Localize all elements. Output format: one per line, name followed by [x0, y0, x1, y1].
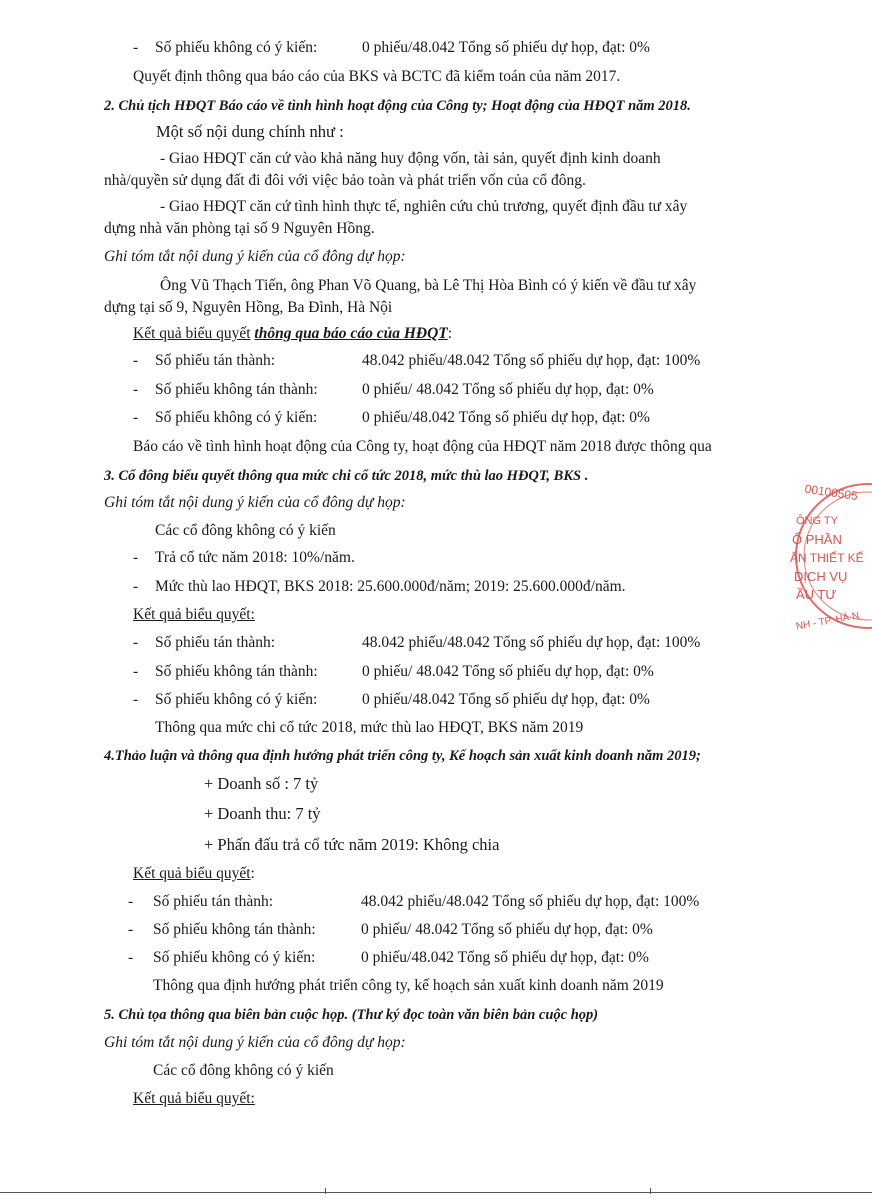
section-3-conclusion: Thông qua mức chi cổ tức 2018, mức thù lao HĐQT, BKS năm 2019	[155, 719, 584, 736]
seal-code: 00100505	[803, 481, 859, 504]
bottom-rule	[0, 1192, 872, 1193]
section-2-opinion-heading: Ghi tóm tắt nội dung ý kiến của cổ đông dự họp:	[104, 248, 406, 265]
bullet-dash: -	[133, 578, 139, 595]
vote-label: Số phiếu tán thành:	[153, 893, 274, 910]
bullet-dash: -	[133, 409, 139, 426]
bullet-dash: -	[133, 352, 139, 369]
company-seal	[788, 478, 872, 638]
plan-item: + Doanh số : 7 tỷ	[204, 774, 319, 793]
list-item-text: Trả cổ tức năm 2018: 10%/năm.	[155, 549, 355, 566]
vote-value: 0 phiếu/ 48.042 Tổng số phiếu dự họp, đạt: 0%	[361, 921, 653, 938]
bullet-dash: -	[128, 921, 134, 938]
bullet-dash: -	[133, 663, 139, 680]
vote-value: 0 phiếu/48.042 Tổng số phiếu dự họp, đạt: 0%	[362, 409, 650, 426]
bullet-dash: -	[128, 893, 134, 910]
vote-value: 48.042 phiếu/48.042 Tổng số phiếu dự họp, đạt: 100%	[362, 634, 701, 651]
section-3-opinion: Các cổ đông không có ý kiến	[155, 522, 336, 539]
section-5-result-heading: Kết quả biểu quyết:	[133, 1090, 255, 1107]
vote-label: Số phiếu không tán thành:	[155, 381, 318, 398]
vote-label: Số phiếu không tán thành:	[155, 663, 318, 680]
seal-line: DỊCH VỤ	[794, 569, 848, 584]
seal-line: ẤN THIẾT KẾ	[790, 551, 864, 565]
section-5-opinion: Các cổ đông không có ý kiến	[153, 1062, 334, 1079]
result-heading-label: Kết quả biểu quyết	[133, 325, 251, 342]
seal-line: ẦU TƯ	[796, 587, 837, 602]
section-3-result-heading: Kết quả biểu quyết:	[133, 606, 255, 623]
section-2-item2-line2: dựng nhà văn phòng tại số 9 Nguyên Hồng.	[104, 220, 375, 237]
section-2-opinion-line1: Ông Vũ Thạch Tiến, ông Phan Võ Quang, bà Lê Thị Hòa Bình có ý kiến về đầu tư xây	[160, 277, 697, 294]
section-5-heading: 5. Chủ tọa thông qua biên bản cuộc họp. (Thư ký đọc toàn văn biên bản cuộc họp)	[104, 1007, 599, 1023]
bullet-dash: -	[133, 381, 139, 398]
section-3-heading: 3. Cổ đông biểu quyết thông qua mức chi cổ tức 2018, mức thù lao HĐQT, BKS .	[104, 468, 589, 484]
bullet-dash: -	[133, 691, 139, 708]
vote-label: Số phiếu không tán thành:	[153, 921, 316, 938]
vote-value: 0 phiếu/48.042 Tổng số phiếu dự họp, đạt: 0%	[362, 39, 650, 56]
section-2-opinion-line2: dựng tại số 9, Nguyên Hồng, Ba Đình, Hà Nội	[104, 299, 393, 316]
rule-tick	[325, 1188, 326, 1194]
vote-label: Số phiếu không có ý kiến:	[155, 409, 318, 426]
bullet-dash: -	[128, 949, 134, 966]
vote-label: Số phiếu không có ý kiến:	[153, 949, 316, 966]
result-heading-label: Kết quả biểu quyết	[133, 865, 251, 882]
vote-label: Số phiếu không có ý kiến:	[155, 39, 318, 56]
seal-line: ÔNG TY	[796, 515, 838, 527]
section-2-result-heading	[133, 324, 452, 344]
seal-line: Ổ PHẦN	[792, 532, 842, 547]
vote-label: Số phiếu không có ý kiến:	[155, 691, 318, 708]
vote-label: Số phiếu tán thành:	[155, 352, 276, 369]
bullet-dash: -	[133, 549, 139, 566]
section-4-conclusion: Thông qua định hướng phát triển công ty, kế hoạch sản xuất kinh doanh năm 2019	[153, 977, 664, 994]
decision-text: Quyết định thông qua báo cáo của BKS và BCTC đã kiểm toán của năm 2017.	[133, 68, 621, 85]
vote-value: 0 phiếu/48.042 Tổng số phiếu dự họp, đạt: 0%	[361, 949, 649, 966]
section-2-conclusion: Báo cáo về tình hình hoạt động của Công ty, hoạt động của HĐQT năm 2018 được thông qua	[133, 438, 712, 455]
section-4-heading: 4.Thảo luận và thông qua định hướng phát triển công ty, Kế hoạch sản xuất kinh doanh năm 2019;	[104, 748, 701, 764]
bullet-dash: -	[133, 39, 139, 56]
section-2-intro: Một số nội dung chính như :	[156, 122, 344, 141]
result-heading-colon: :	[250, 865, 255, 882]
result-heading-suffix: thông qua báo cáo của HĐQT	[254, 325, 448, 342]
section-5-opinion-heading: Ghi tóm tắt nội dung ý kiến của cổ đông dự họp:	[104, 1034, 406, 1051]
vote-value: 0 phiếu/48.042 Tổng số phiếu dự họp, đạt: 0%	[362, 691, 650, 708]
section-4-result-heading	[133, 864, 255, 884]
section-2-item1-line2: nhà/quyền sử dụng đất đi đôi với việc bảo toàn và phát triển vốn của cổ đông.	[104, 172, 586, 189]
plan-item: + Phấn đấu trả cổ tức năm 2019: Không chia	[204, 835, 500, 854]
vote-value: 0 phiếu/ 48.042 Tổng số phiếu dự họp, đạt: 0%	[362, 381, 654, 398]
rule-tick	[650, 1188, 651, 1194]
company-seal-graphic	[788, 478, 872, 638]
result-heading-colon: :	[447, 325, 453, 342]
seal-bottom: NH - TP. HÀ N	[795, 610, 861, 633]
plan-item: + Doanh thu: 7 tỷ	[204, 804, 321, 823]
section-2-heading: 2. Chủ tịch HĐQT Báo cáo về tình hình hoạt động của Công ty; Hoạt động của HĐQT năm 2018.	[104, 98, 691, 114]
vote-value: 0 phiếu/ 48.042 Tổng số phiếu dự họp, đạt: 0%	[362, 663, 654, 680]
section-2-item2-line1: - Giao HĐQT căn cứ tình hình thực tế, nghiên cứu chủ trương, quyết định đầu tư xây	[160, 198, 688, 215]
bullet-dash: -	[133, 634, 139, 651]
vote-label: Số phiếu tán thành:	[155, 634, 276, 651]
vote-value: 48.042 phiếu/48.042 Tổng số phiếu dự họp, đạt: 100%	[362, 352, 701, 369]
vote-value: 48.042 phiếu/48.042 Tổng số phiếu dự họp, đạt: 100%	[361, 893, 700, 910]
list-item-text: Mức thù lao HĐQT, BKS 2018: 25.600.000đ/năm; 2019: 25.600.000đ/năm.	[155, 578, 626, 595]
section-2-item1-line1: - Giao HĐQT căn cứ vào khả năng huy động vốn, tài sản, quyết định kinh doanh	[160, 150, 661, 167]
section-3-opinion-heading: Ghi tóm tắt nội dung ý kiến của cổ đông dự họp:	[104, 494, 406, 511]
